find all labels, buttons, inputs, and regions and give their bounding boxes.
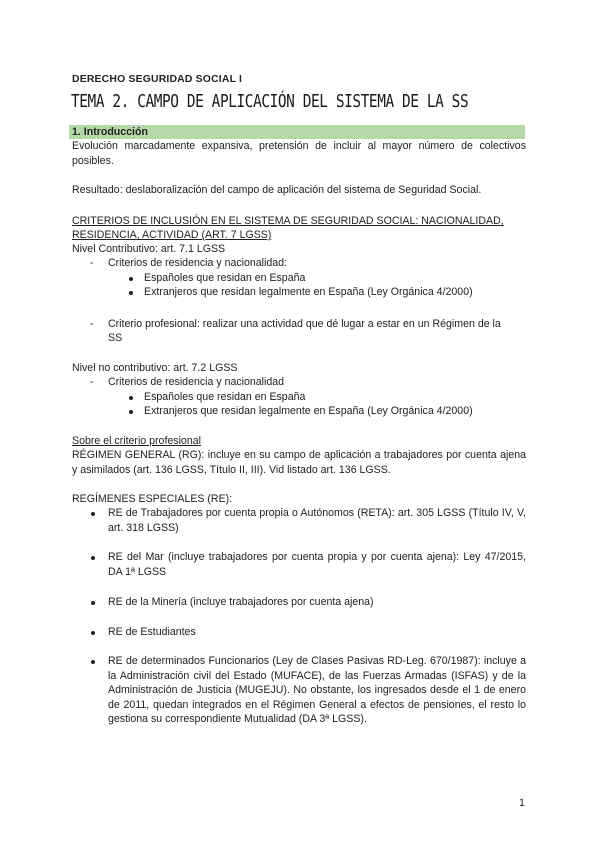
noncontrib-residence-criteria: Criterios de residencia y nacionalidad (108, 376, 285, 388)
topic-title: TEMA 2. CAMPO DE APLICACIÓN DEL SISTEMA DE LA SS (71, 92, 469, 112)
special-regimes-heading: REGÍMENES ESPECIALES (RE): (72, 493, 233, 505)
special-regime-item: RE del Mar (incluye trabajadores por cuenta propia y por cuenta ajena): Ley 47/2015, DA 1ª LGSS (108, 551, 526, 578)
bullet-dot (129, 410, 133, 414)
intro-paragraph-2: Resultado: deslaboralización del campo de aplicación del sistema de Seguridad Social. (72, 184, 482, 196)
contrib-bullet-foreigners: Extranjeros que residan legalmente en España (Ley Orgánica 4/2000) (144, 286, 473, 298)
contrib-professional-line-1: Criterio profesional: realizar una actividad que dé lugar a estar en un Régimen de la (108, 318, 501, 330)
bullet-dot (91, 631, 95, 635)
contrib-residence-criteria: Criterios de residencia y nacionalidad: (108, 257, 288, 269)
bullet-dot (91, 556, 95, 560)
bullet-dot (91, 660, 95, 664)
bullet-dot (129, 277, 133, 281)
contrib-bullet-spaniards: Españoles que residan en España (144, 272, 306, 284)
bullet-dot (91, 512, 95, 516)
noncontrib-bullet-foreigners: Extranjeros que residan legalmente en España (Ley Orgánica 4/2000) (144, 405, 473, 417)
special-regime-item: RE de la Minería (incluye trabajadores por cuenta ajena) (108, 596, 374, 608)
intro-paragraph-1: Evolución marcadamente expansiva, pretensión de incluir al mayor número de colectivos posibles. (72, 140, 526, 167)
dash-marker: - (90, 318, 94, 330)
contrib-professional-line-2: SS (108, 332, 123, 344)
dash-marker: - (90, 257, 94, 269)
special-regime-item: RE de determinados Funcionarios (Ley de Clases Pasivas RD-Leg. 670/1987): incluye a la Administración civil del Estado (MUFACE), de las Fuerzas Armadas (ISFAS) y de la Administración de Justicia (MUGEJU). No obstante, los ingresados desde el 1 de enero de 2011, quedan integrados en el Régimen General a efectos de pensiones, el resto lo gestiona su correspondiente Mutualidad (DA 3ª LGSS). (108, 655, 526, 725)
professional-criteria-subheading: Sobre el criterio profesional (72, 435, 201, 447)
intro-heading: 1. Introducción (72, 126, 148, 138)
bullet-dot (91, 601, 95, 605)
page-number: 1 (519, 797, 525, 809)
contributive-level-label: Nivel Contributivo: art. 7.1 LGSS (72, 243, 226, 255)
bullet-dot (129, 396, 133, 400)
bullet-dot (129, 291, 133, 295)
noncontrib-bullet-spaniards: Españoles que residan en España (144, 391, 306, 403)
dash-marker: - (90, 376, 94, 388)
general-regime-paragraph: RÉGIMEN GENERAL (RG): incluye en su campo de aplicación a trabajadores por cuenta ajena y asimilados (art. 136 LGSS, Título II, III). Vid listado art. 136 LGSS. (72, 449, 526, 476)
special-regime-item: RE de Trabajadores por cuenta propia o Autónomos (RETA): art. 305 LGSS (Título IV, V, art. 318 LGSS) (108, 507, 526, 534)
special-regime-item: RE de Estudiantes (108, 626, 196, 638)
course-heading: DERECHO SEGURIDAD SOCIAL I (72, 74, 243, 85)
noncontributive-level-label: Nivel no contributivo: art. 7.2 LGSS (72, 362, 238, 374)
criteria-heading-line-2: RESIDENCIA, ACTIVIDAD (ART. 7 LGSS) (72, 229, 272, 241)
criteria-heading-line-1: CRITERIOS DE INCLUSIÓN EN EL SISTEMA DE SEGURIDAD SOCIAL: NACIONALIDAD, (72, 215, 504, 227)
